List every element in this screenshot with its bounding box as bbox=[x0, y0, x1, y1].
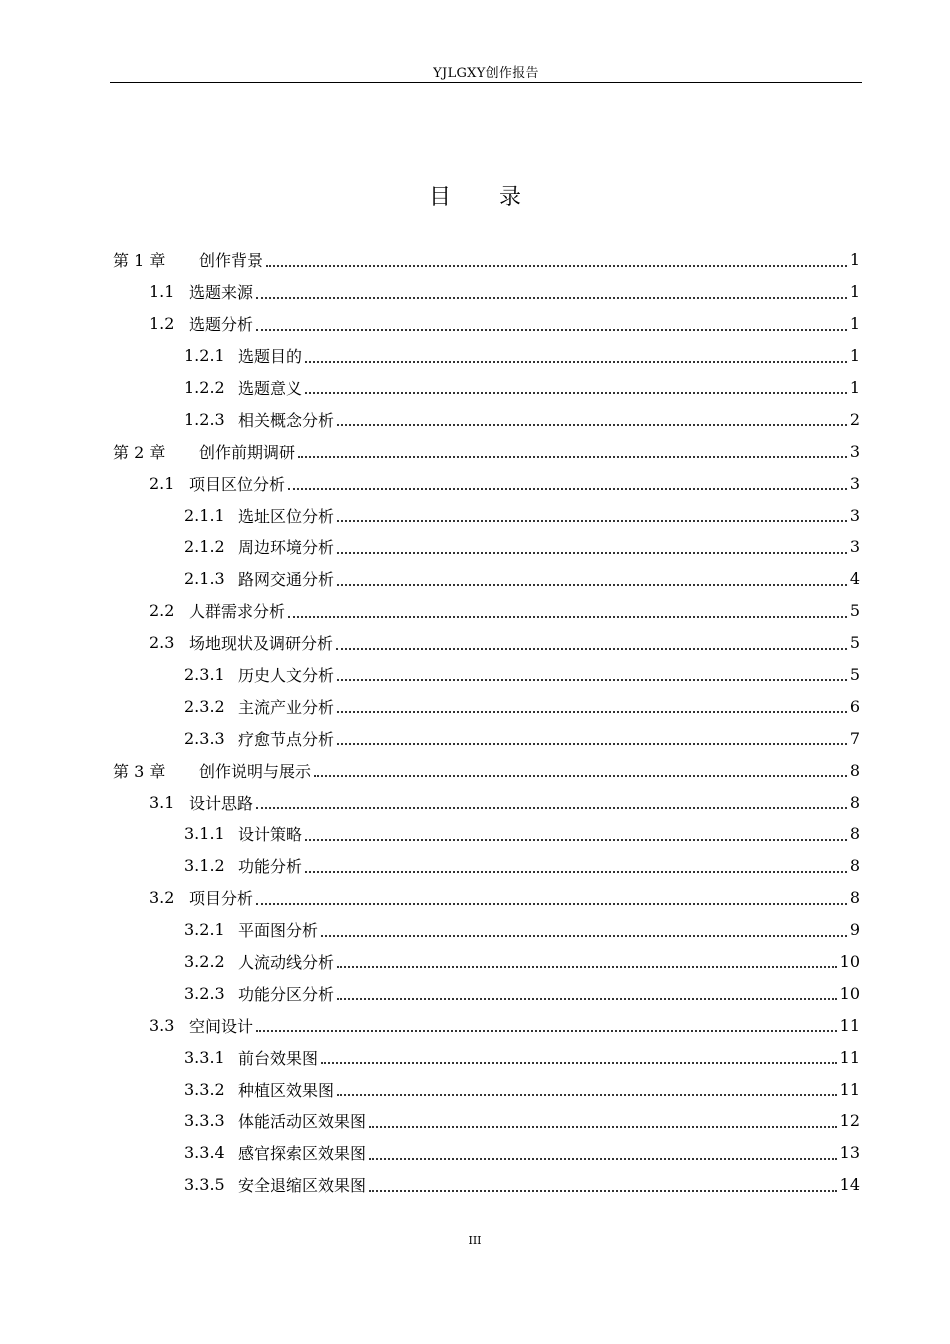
toc-entry-title: 体能活动区效果图 bbox=[238, 1112, 367, 1132]
toc-entry-title: 主流产业分析 bbox=[238, 697, 335, 717]
toc-entry-title: 选题来源 bbox=[189, 283, 254, 303]
toc-entry-number: 2.1.1 bbox=[184, 505, 225, 525]
toc-entry[interactable] bbox=[113, 435, 860, 467]
toc-entry-number: 3.3 bbox=[149, 1015, 175, 1035]
toc-entry-title: 功能分区分析 bbox=[238, 984, 335, 1004]
toc-entry-page: 3 bbox=[849, 505, 860, 525]
dot-leader bbox=[305, 829, 847, 841]
toc-entry-page: 1 bbox=[849, 378, 860, 397]
toc-entry-title: 种植区效果图 bbox=[238, 1080, 335, 1100]
dot-leader bbox=[266, 255, 847, 267]
dot-leader bbox=[337, 733, 847, 745]
dot-leader bbox=[256, 893, 847, 905]
toc-entry-page: 13 bbox=[839, 1143, 860, 1163]
toc-entry[interactable] bbox=[113, 340, 860, 372]
dot-leader bbox=[256, 287, 847, 299]
toc-entry[interactable] bbox=[113, 531, 860, 563]
dot-leader bbox=[298, 446, 847, 458]
dot-leader bbox=[288, 606, 847, 618]
toc-entry-number: 3.3.1 bbox=[184, 1047, 225, 1067]
toc-entry-page: 4 bbox=[849, 569, 860, 589]
toc-entry[interactable] bbox=[113, 914, 860, 946]
toc-entry[interactable] bbox=[113, 818, 860, 850]
toc-entry-page: 8 bbox=[849, 856, 860, 876]
toc-entry[interactable] bbox=[113, 1009, 860, 1041]
dot-leader bbox=[321, 925, 847, 937]
dot-leader bbox=[321, 1052, 837, 1064]
dot-leader bbox=[337, 414, 847, 426]
dot-leader bbox=[256, 319, 847, 331]
toc-entry-title: 历史人文分析 bbox=[238, 666, 335, 686]
dot-leader bbox=[369, 1116, 837, 1128]
header-rule bbox=[110, 82, 862, 83]
toc-entry-number: 2.3 bbox=[149, 633, 175, 653]
dot-leader bbox=[337, 542, 847, 554]
toc-entry-number: 3.3.5 bbox=[184, 1175, 225, 1195]
toc-heading-char-2: 录 bbox=[499, 185, 522, 210]
toc-heading bbox=[0, 180, 950, 211]
toc-entry-page: 11 bbox=[839, 1015, 860, 1035]
dot-leader bbox=[337, 510, 847, 522]
toc-entry-title: 平面图分析 bbox=[238, 921, 319, 941]
toc-entry-page: 12 bbox=[839, 1111, 860, 1131]
toc-entry[interactable] bbox=[113, 722, 860, 754]
toc-entry-page: 10 bbox=[839, 983, 860, 1003]
dot-leader bbox=[369, 1180, 837, 1192]
toc-entry[interactable] bbox=[113, 850, 860, 882]
toc-entry-number: 1.2.3 bbox=[184, 409, 225, 429]
dot-leader bbox=[337, 1084, 837, 1096]
toc-entry-title: 创作前期调研 bbox=[199, 442, 296, 462]
toc-entry-number: 第 3 章 bbox=[113, 761, 166, 781]
toc-entry-page: 2 bbox=[849, 409, 860, 429]
toc-entry[interactable] bbox=[113, 627, 860, 659]
toc-entry-title: 相关概念分析 bbox=[238, 410, 335, 430]
toc-entry-page: 5 bbox=[849, 665, 860, 685]
page-number: III bbox=[468, 1234, 482, 1247]
toc-entry-title: 路网交通分析 bbox=[238, 570, 335, 590]
toc-entry[interactable] bbox=[113, 659, 860, 691]
dot-leader bbox=[305, 351, 847, 363]
toc-entry[interactable] bbox=[113, 1137, 860, 1169]
dot-leader bbox=[256, 1020, 837, 1032]
toc-entry-title: 选址区位分析 bbox=[238, 506, 335, 526]
toc-entry-number: 1.1 bbox=[149, 282, 175, 302]
toc-entry-page: 1 bbox=[849, 250, 860, 270]
toc-entry-title: 项目分析 bbox=[189, 889, 254, 909]
toc-entry-page: 1 bbox=[849, 282, 860, 302]
toc-entry-title: 场地现状及调研分析 bbox=[189, 634, 334, 654]
toc-entry-number: 3.2.2 bbox=[184, 952, 225, 972]
toc-entry-page: 8 bbox=[849, 792, 860, 812]
dot-leader bbox=[305, 382, 847, 394]
toc-entry[interactable] bbox=[113, 499, 860, 531]
toc-entry-number: 3.3.2 bbox=[184, 1079, 225, 1099]
toc-entry-title: 选题分析 bbox=[189, 315, 254, 335]
dot-leader bbox=[256, 797, 847, 809]
toc-entry[interactable] bbox=[113, 690, 860, 722]
toc-entry-title: 创作背景 bbox=[199, 251, 264, 271]
toc-entry-number: 3.2.1 bbox=[184, 920, 225, 940]
running-header: YJLGXY创作报告 bbox=[433, 66, 539, 81]
toc-entry-number: 2.3.2 bbox=[184, 696, 225, 716]
toc-entry-page: 9 bbox=[849, 920, 860, 940]
toc-entry[interactable] bbox=[113, 786, 860, 818]
toc-entry[interactable] bbox=[113, 244, 860, 276]
toc-entry-title: 选题意义 bbox=[238, 379, 303, 398]
toc-entry-page: 1 bbox=[849, 346, 860, 366]
dot-leader bbox=[337, 574, 847, 586]
toc-entry-number: 1.2.1 bbox=[184, 346, 225, 366]
toc-entry-number: 3.1.2 bbox=[184, 856, 225, 876]
dot-leader bbox=[305, 861, 847, 873]
dot-leader bbox=[369, 1148, 837, 1160]
toc-entry-title: 设计策略 bbox=[238, 825, 303, 845]
toc-entry[interactable] bbox=[113, 595, 860, 627]
toc-entry-page: 7 bbox=[849, 728, 860, 748]
toc-entry[interactable] bbox=[113, 467, 860, 499]
toc-entry-number: 3.1.1 bbox=[184, 824, 225, 844]
toc-entry-number: 2.1.2 bbox=[184, 537, 225, 557]
toc-entry-number: 2.1.3 bbox=[184, 569, 225, 589]
toc-heading-char-1: 目 bbox=[428, 185, 451, 210]
toc-entry-number: 1.2 bbox=[149, 314, 175, 334]
toc-entry-title: 选题目的 bbox=[238, 347, 303, 367]
toc-entry-number: 2.3.1 bbox=[184, 665, 225, 685]
toc-entry[interactable] bbox=[113, 977, 860, 1009]
toc-entry-page: 6 bbox=[849, 696, 860, 716]
toc-entry-number: 3.3.4 bbox=[184, 1143, 225, 1163]
toc-entry[interactable] bbox=[113, 403, 860, 435]
toc-entry-title: 人群需求分析 bbox=[189, 602, 286, 622]
toc-entry[interactable] bbox=[113, 1169, 860, 1201]
table-of-contents bbox=[113, 244, 860, 1201]
toc-entry-page: 5 bbox=[849, 601, 860, 621]
toc-entry-page: 14 bbox=[839, 1175, 860, 1195]
toc-entry-title: 前台效果图 bbox=[238, 1048, 319, 1068]
toc-entry-title: 人流动线分析 bbox=[238, 953, 335, 973]
toc-entry-page: 3 bbox=[849, 473, 860, 493]
toc-entry[interactable] bbox=[113, 1073, 860, 1105]
toc-entry-title: 空间设计 bbox=[189, 1016, 254, 1036]
toc-entry-page: 1 bbox=[849, 314, 860, 334]
toc-entry-number: 第 2 章 bbox=[113, 442, 166, 462]
toc-entry-page: 11 bbox=[839, 1047, 860, 1067]
toc-entry-page: 3 bbox=[849, 441, 860, 461]
toc-entry-number: 第 1 章 bbox=[113, 251, 166, 271]
toc-entry-number: 2.1 bbox=[149, 473, 175, 493]
toc-entry-page: 8 bbox=[849, 824, 860, 844]
toc-entry-title: 项目区位分析 bbox=[189, 474, 286, 494]
toc-entry-page: 10 bbox=[839, 952, 860, 972]
toc-entry[interactable] bbox=[113, 1041, 860, 1073]
toc-entry[interactable] bbox=[113, 1105, 860, 1137]
toc-entry-title: 周边环境分析 bbox=[238, 538, 335, 558]
toc-entry-page: 8 bbox=[849, 760, 860, 780]
dot-leader bbox=[337, 956, 837, 968]
toc-entry[interactable] bbox=[113, 754, 860, 786]
toc-entry-number: 2.2 bbox=[149, 601, 175, 621]
toc-entry-page: 8 bbox=[849, 888, 860, 908]
toc-entry-page: 5 bbox=[849, 633, 860, 653]
dot-leader bbox=[288, 478, 847, 490]
toc-entry[interactable] bbox=[113, 946, 860, 978]
toc-entry-number: 2.3.3 bbox=[184, 728, 225, 748]
toc-entry-number: 3.2 bbox=[149, 888, 175, 908]
toc-entry-title: 功能分析 bbox=[238, 857, 303, 877]
dot-leader bbox=[337, 988, 837, 1000]
toc-entry-title: 设计思路 bbox=[189, 793, 254, 813]
toc-entry-number: 3.3.3 bbox=[184, 1111, 225, 1131]
toc-entry-number: 3.2.3 bbox=[184, 983, 225, 1003]
toc-entry[interactable] bbox=[113, 372, 860, 404]
dot-leader bbox=[337, 669, 847, 681]
toc-entry[interactable] bbox=[113, 276, 860, 308]
toc-entry-page: 11 bbox=[839, 1079, 860, 1099]
toc-entry-number: 1.2.2 bbox=[184, 378, 225, 397]
toc-entry-title: 创作说明与展示 bbox=[199, 761, 312, 781]
toc-entry-title: 感官探索区效果图 bbox=[238, 1144, 367, 1164]
toc-entry-title: 安全退缩区效果图 bbox=[238, 1176, 367, 1196]
dot-leader bbox=[314, 765, 847, 777]
toc-entry[interactable] bbox=[113, 882, 860, 914]
toc-entry[interactable] bbox=[113, 563, 860, 595]
toc-entry-title: 疗愈节点分析 bbox=[238, 729, 335, 749]
toc-entry-page: 3 bbox=[849, 537, 860, 557]
toc-entry[interactable] bbox=[113, 308, 860, 340]
dot-leader bbox=[336, 638, 847, 650]
dot-leader bbox=[337, 701, 847, 713]
toc-entry-number: 3.1 bbox=[149, 792, 175, 812]
